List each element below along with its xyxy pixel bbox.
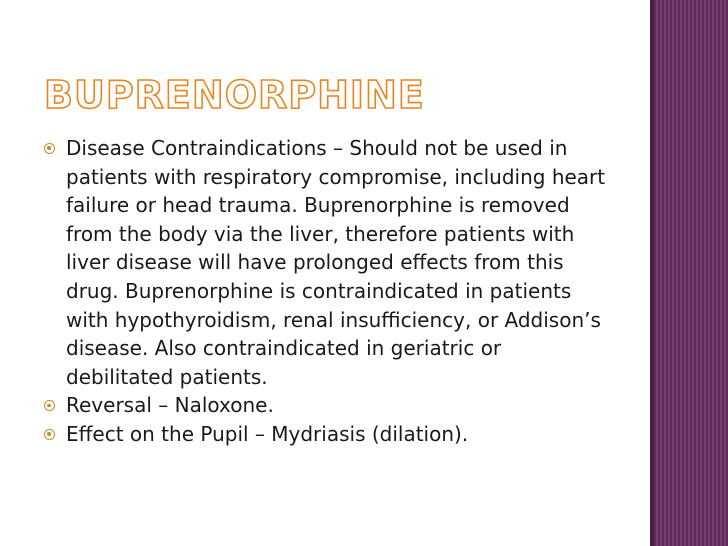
circle-bullet-icon (44, 429, 55, 440)
circle-bullet-icon (44, 400, 55, 411)
bullet-text: Disease Contraindications – Should not be used in patients with respiratory compromise, including heart failure or head trauma. Buprenorphine is removed from the body via the liver, therefore patients with liver disease will have prolonged effects from this drug. Buprenorphine is contraindicated in patients with hypothyroidism, renal insufficiency, or Addison’s disease. Also contraindicated in geriatric or debilitated patients. (66, 136, 606, 389)
bullet-item-contraindications (44, 134, 614, 391)
bullet-item-reversal (44, 391, 614, 420)
slide-title: BUPRENORPHINE (44, 73, 425, 117)
decorative-side-band (650, 0, 728, 546)
bullet-item-pupil-effect (44, 420, 614, 449)
bullet-list (44, 134, 614, 449)
bullet-text: Effect on the Pupil – Mydriasis (dilation). (66, 421, 469, 446)
bullet-text: Reversal – Naloxone. (66, 393, 274, 418)
circle-bullet-icon (44, 143, 55, 154)
